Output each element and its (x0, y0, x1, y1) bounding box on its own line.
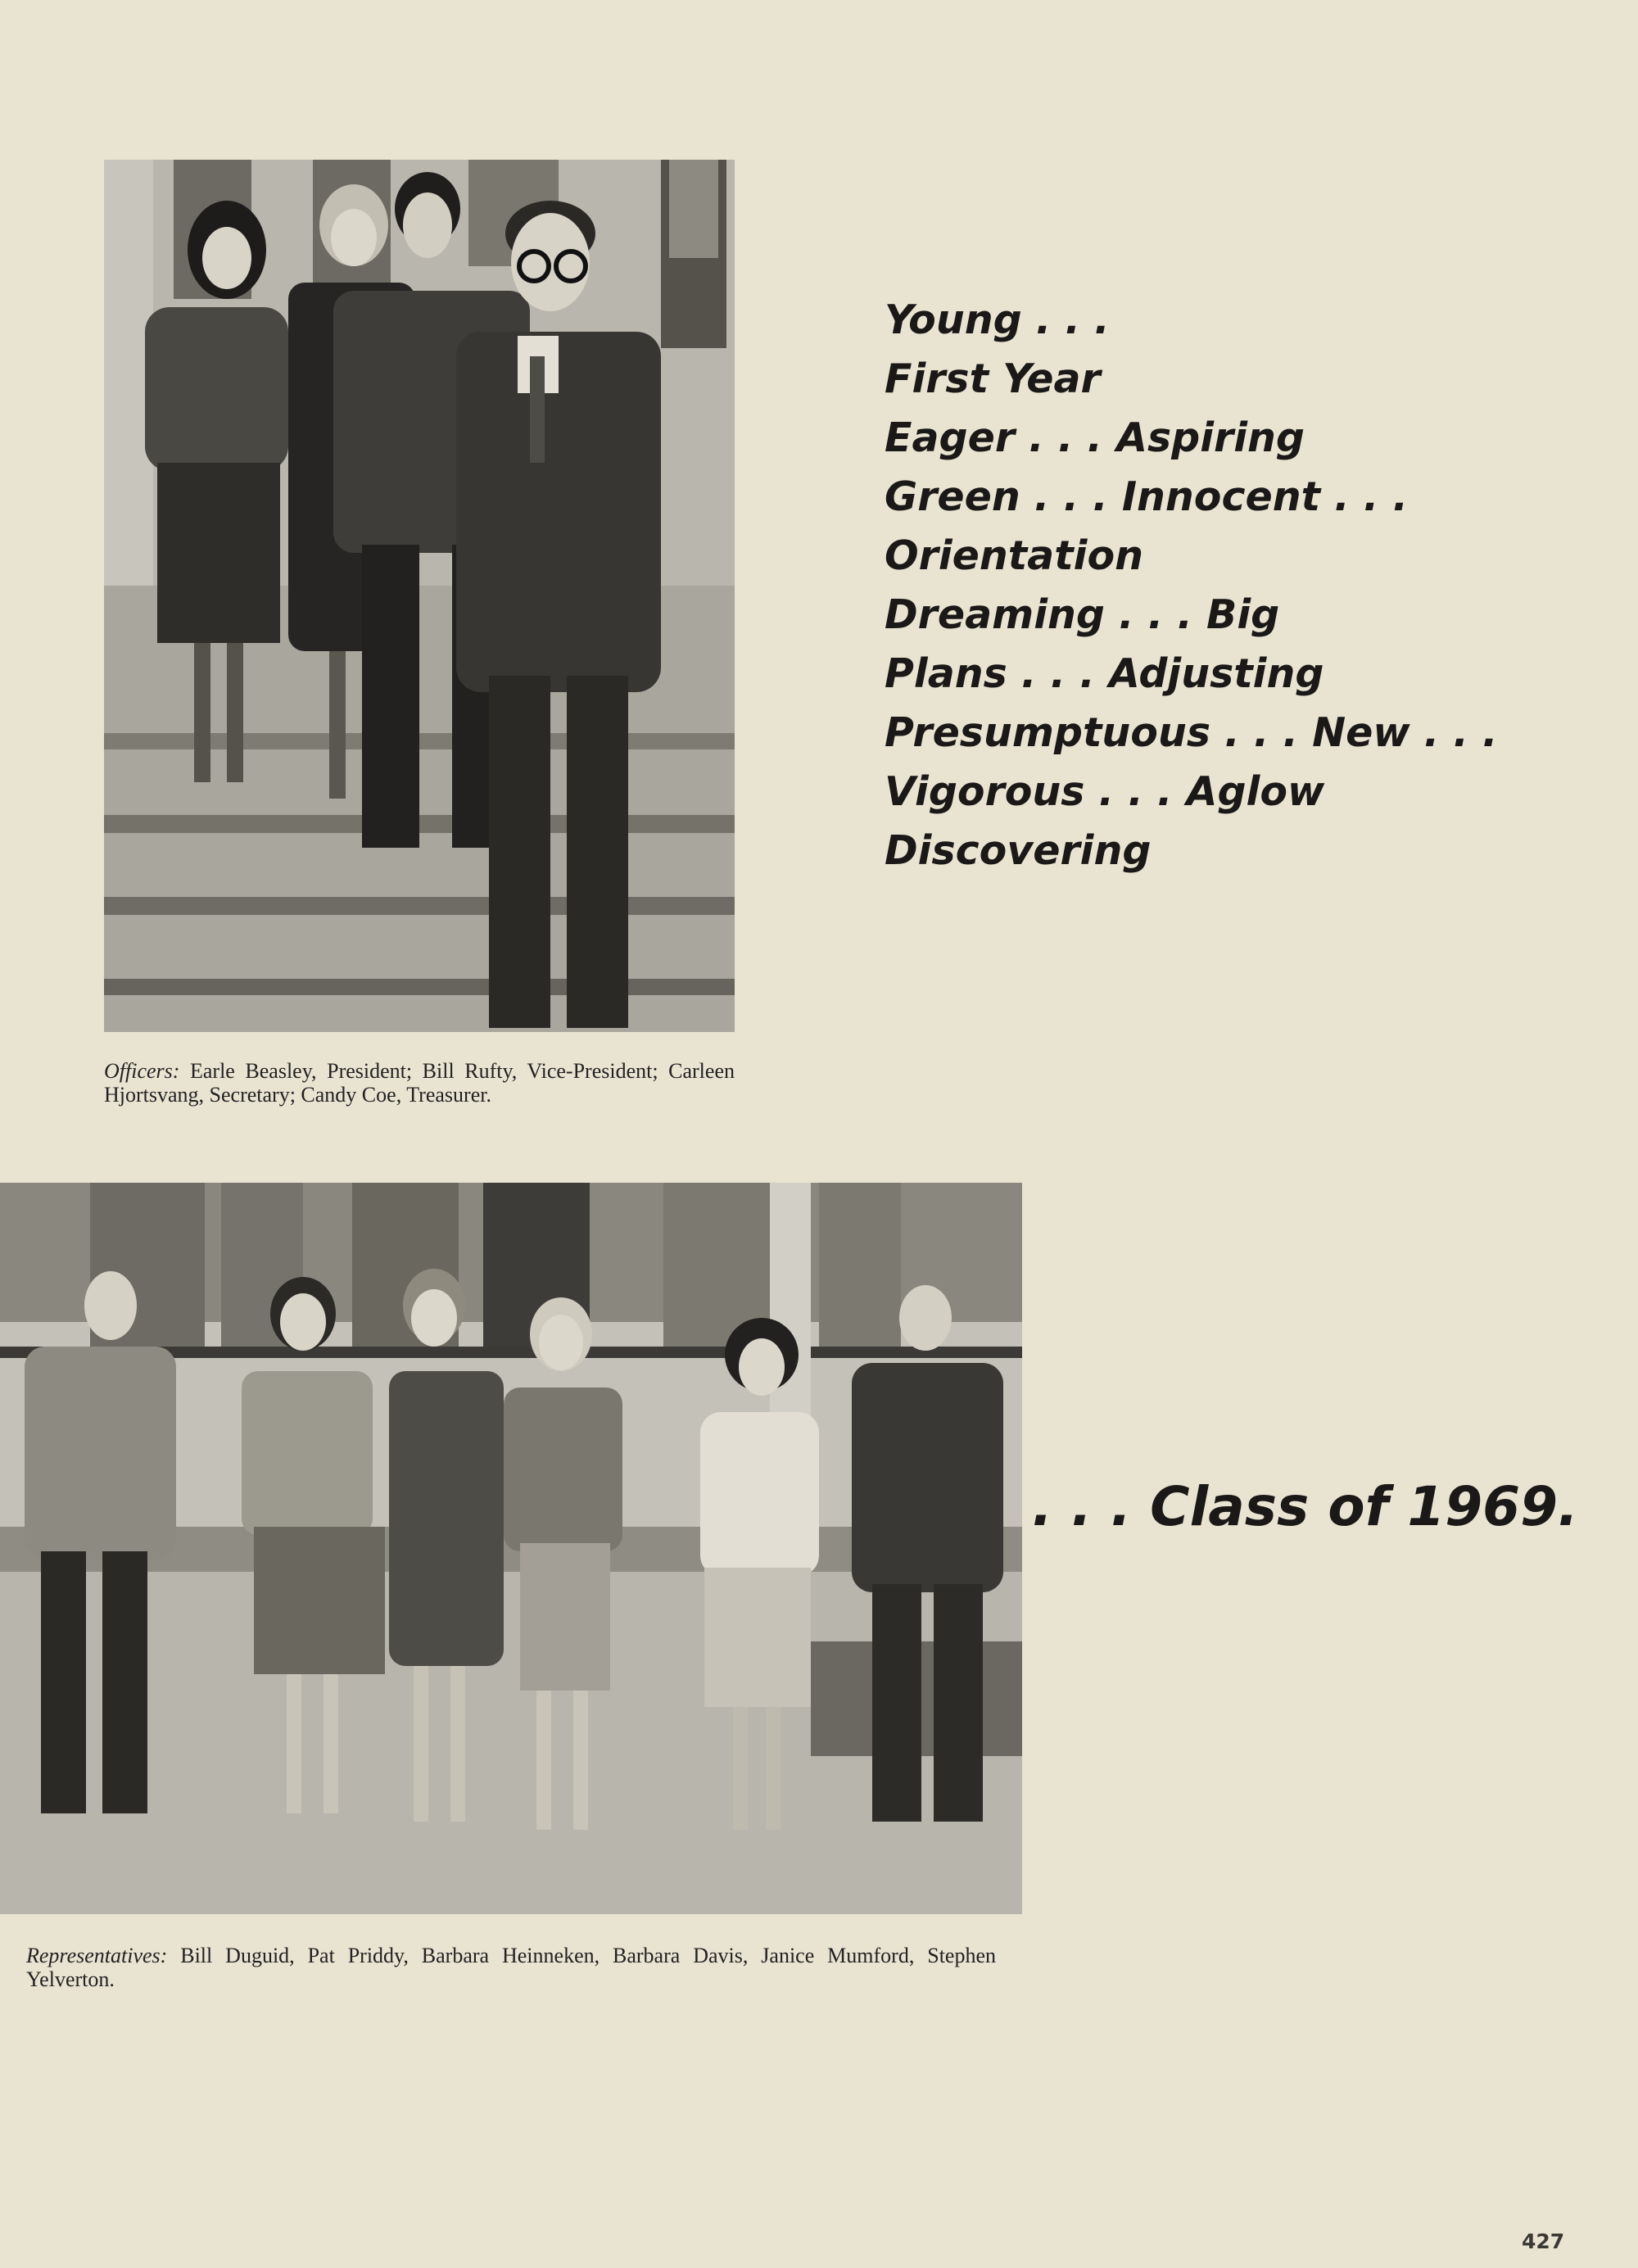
officers-caption (104, 1059, 735, 1107)
class-title: . . . Class of 1969. (1032, 1475, 1579, 1538)
poem-line: Eager . . . Aspiring (885, 414, 1305, 461)
representatives-caption-text: Bill Duguid, Pat Priddy, Barbara Heinneken, Barbara Davis, Janice Mumford, Stephen Yelverton. (26, 1944, 997, 1991)
poem-line: Young . . . (885, 297, 1110, 343)
poem-line: Green . . . Innocent . . . (885, 473, 1409, 520)
poem-line: Presumptuous . . . New . . . (885, 709, 1498, 756)
poem-line: Dreaming . . . Big (885, 591, 1280, 638)
officers-caption-text: Earle Beasley, President; Bill Rufty, Vice-President; Carleen Hjortsvang, Secretary; Candy Coe, Treasurer. (104, 1059, 735, 1107)
poem-line: Plans . . . Adjusting (885, 650, 1324, 697)
poem-line: Discovering (885, 827, 1152, 874)
poem-line: First Year (885, 355, 1101, 402)
officers-caption-lead: Officers: (104, 1059, 180, 1083)
poem-line: Orientation (885, 532, 1143, 579)
representatives-photo (0, 1183, 1022, 1914)
page-number: 427 (1522, 2230, 1565, 2253)
representatives-caption (26, 1944, 996, 1991)
officers-photo (104, 160, 735, 1032)
poem-block (885, 291, 1498, 880)
poem-line: Vigorous . . . Aglow (885, 768, 1325, 815)
representatives-caption-lead: Representatives: (26, 1944, 168, 1967)
